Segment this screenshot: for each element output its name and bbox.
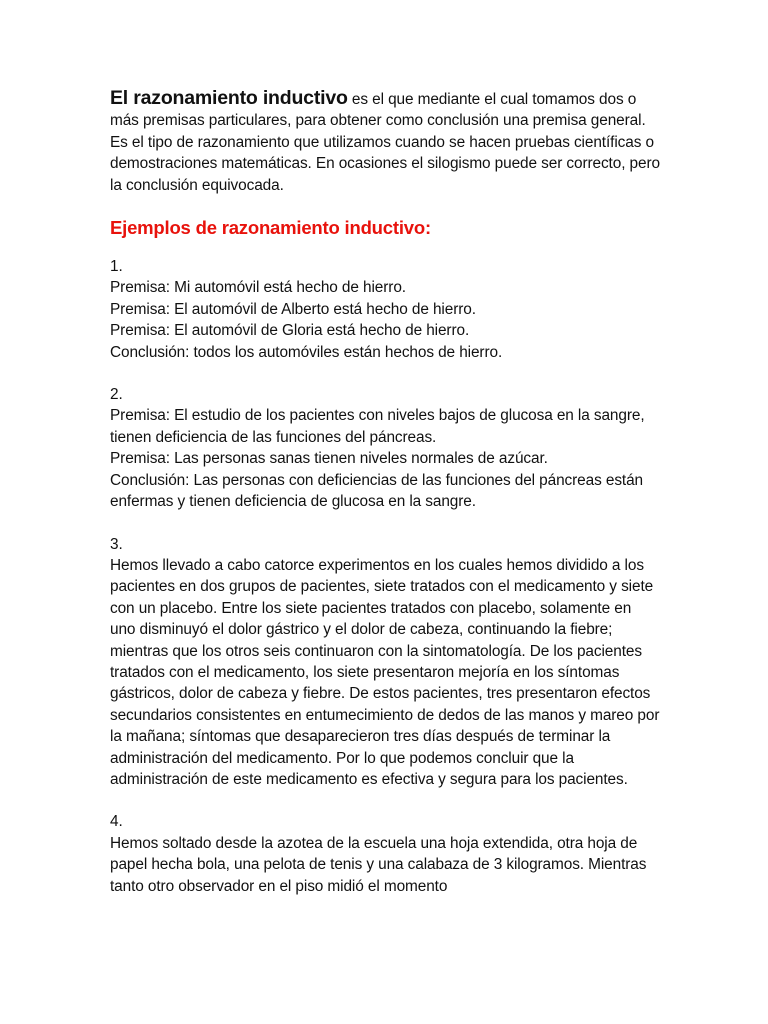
example-4 — [110, 811, 660, 897]
example-line: Premisa: El automóvil de Alberto está hecho de hierro. — [110, 300, 476, 318]
example-1 — [110, 256, 660, 363]
example-line: Premisa: Las personas sanas tienen niveles normales de azúcar. — [110, 450, 548, 468]
intro-paragraph — [110, 88, 660, 196]
example-line: Premisa: Mi automóvil está hecho de hierro. — [110, 279, 406, 297]
example-line: Conclusión: todos los automóviles están hechos de hierro. — [110, 343, 503, 361]
example-line: Premisa: El automóvil de Gloria está hecho de hierro. — [110, 322, 470, 340]
examples-list — [110, 256, 660, 897]
document-page — [110, 88, 660, 918]
example-line: Premisa: El estudio de los pacientes con niveles bajos de glucosa en la sangre, tienen deficiencia de las funciones del páncreas. — [110, 407, 645, 446]
example-number: 3. — [110, 535, 123, 553]
intro-body-text: es el que mediante el cual tomamos dos o más premisas particulares, para obtener como conclusión una premisa general. Es el tipo de razonamiento que utilizamos cuando se hacen pruebas científicas o demostraciones matemáticas. En ocasiones el silogismo puede ser correcto, pero la conclusión equivocada. — [110, 91, 660, 194]
example-3 — [110, 534, 660, 791]
intro-lead-term: El razonamiento inductivo — [110, 87, 348, 109]
example-number: 2. — [110, 386, 123, 404]
example-number: 4. — [110, 813, 123, 831]
example-line: Hemos soltado desde la azotea de la escuela una hoja extendida, otra hoja de papel hecha bola, una pelota de tenis y una calabaza de 3 kilogramos. Mientras tanto otro observador en el piso midió el momento — [110, 834, 647, 895]
example-line: Conclusión: Las personas con deficiencias de las funciones del páncreas están enfermas y tienen deficiencia de glucosa en la sangre. — [110, 471, 644, 511]
example-2 — [110, 384, 660, 512]
example-number: 1. — [110, 258, 123, 276]
examples-heading: Ejemplos de razonamiento inductivo: — [110, 217, 431, 239]
example-line: Hemos llevado a cabo catorce experimentos en los cuales hemos dividido a los pacientes en dos grupos de pacientes, siete tratados con el medicamento y siete con un placebo. Entre los siete pacientes tratados con placebo, solamente en uno disminuyó el dolor gástrico y el dolor de cabeza, continuando la fiebre; mientras que los otros seis continuaron con la sintomatología. De los pacientes tratados con el medicamento, los siete presentaron mejoría en los síntomas gástricos, dolor de cabeza y fiebre. De estos pacientes, tres presentaron efectos secundarios consistentes en entumecimiento de dedos de las manos y mareo por la mañana; síntomas que desaparecieron tres días después de terminar la administración del medicamento. Por lo que podemos concluir que la administración de este medicamento es efectiva y segura para los pacientes. — [110, 556, 660, 788]
